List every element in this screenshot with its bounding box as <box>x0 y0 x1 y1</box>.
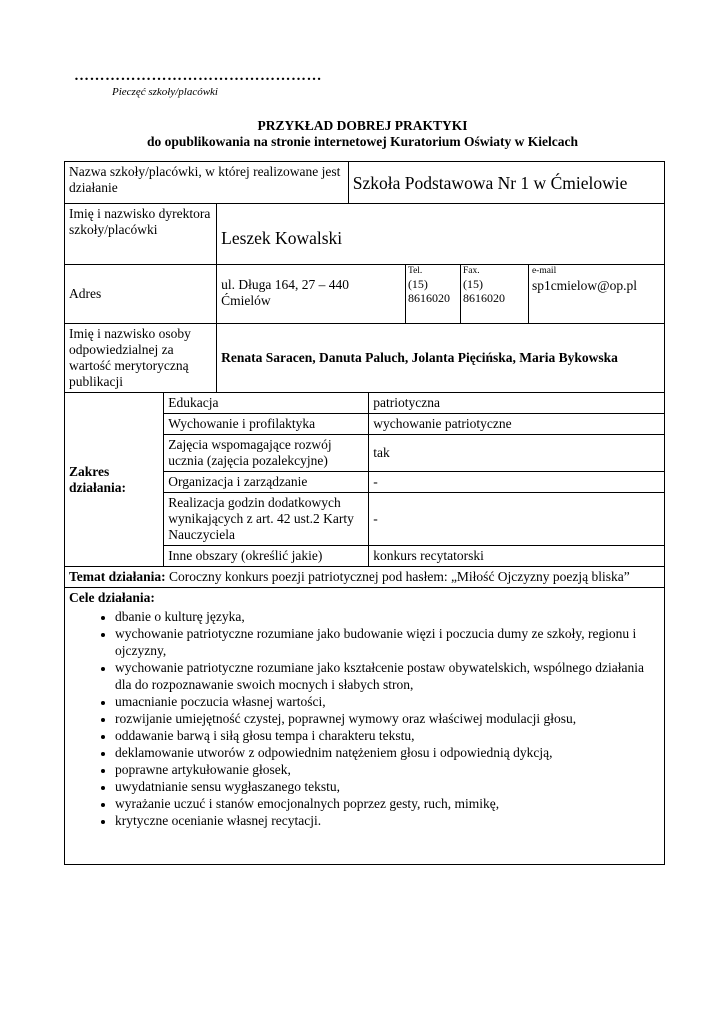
scope-area: Edukacja <box>164 393 369 414</box>
form-sheet <box>64 161 665 865</box>
scope-area: Zajęcia wspomagające rozwój ucznia (zajęcia pozalekcyjne) <box>164 435 369 472</box>
goal-item: • wyrażanie uczuć i stanów emocjonalnych poprzez gesty, ruch, mimikę, <box>115 795 660 812</box>
goal-item: • dbanie o kulturę języka, <box>115 608 660 625</box>
responsible-row <box>65 324 665 393</box>
goal-item: • uwydatnianie sensu wygłaszanego tekstu, <box>115 778 660 795</box>
email-cell <box>528 265 664 324</box>
director-value: Leszek Kowalski <box>217 204 665 265</box>
scope-area: Inne obszary (określić jakie) <box>164 546 369 567</box>
address-label: Adres <box>65 265 217 324</box>
fax-value: (15) 8616020 <box>462 277 505 305</box>
address-row <box>65 265 665 324</box>
scope-area: Organizacja i zarządzanie <box>164 472 369 493</box>
scope-area: Realizacja godzin dodatkowych wynikających z art. 42 ust.2 Karty Nauczyciela <box>164 493 369 546</box>
scope-area: Wychowanie i profilaktyka <box>164 414 369 435</box>
goals-cell <box>65 588 665 865</box>
goal-item: • poprawne artykułowanie głosek, <box>115 761 660 778</box>
tel-value: (15) 8616020 <box>407 277 450 305</box>
fax-label: Fax. <box>462 266 480 276</box>
scope-value: konkurs recytatorski <box>369 546 665 567</box>
document-title: PRZYKŁAD DOBREJ PRAKTYKI <box>257 118 468 133</box>
goals-row <box>65 588 665 865</box>
topic-value: Coroczny konkurs poezji patriotycznej pod hasłem: „Miłość Ojczyzny poezją bliska” <box>169 569 630 584</box>
goals-label: Cele działania: <box>69 590 155 605</box>
goal-item: • umacnianie poczucia własnej wartości, <box>115 693 660 710</box>
goal-item: • wychowanie patriotyczne rozumiane jako kształcenie postaw obywatelskich, wspólnego działania dla do rozpoznawanie swoich mocnych i słabych stron, <box>115 659 660 693</box>
school-row <box>65 162 665 204</box>
school-label: Nazwa szkoły/placówki, w której realizowane jest działanie <box>65 162 349 204</box>
school-value: Szkoła Podstawowa Nr 1 w Ćmielowie <box>348 162 664 204</box>
fax-cell <box>460 265 528 324</box>
topic-label: Temat działania: <box>69 569 166 584</box>
stamp-line: ………………………………………… <box>74 68 322 84</box>
topic-cell <box>65 567 665 588</box>
director-row <box>65 204 665 265</box>
tel-label: Tel. <box>407 266 423 276</box>
scope-value: tak <box>369 435 665 472</box>
scope-value: wychowanie patriotyczne <box>369 414 665 435</box>
scope-label: Zakres działania: <box>65 393 164 567</box>
email-label: e-mail <box>531 266 557 276</box>
scope-row <box>65 393 665 414</box>
goals-list <box>69 608 660 829</box>
email-value: sp1cmielow@op.pl <box>531 278 637 293</box>
document-subtitle: do opublikowania na stronie internetowej Kuratorium Oświaty w Kielcach <box>146 134 578 149</box>
topic-row <box>65 567 665 588</box>
responsible-value: Renata Saracen, Danuta Paluch, Jolanta Pięcińska, Maria Bykowska <box>217 324 665 393</box>
scope-value: - <box>369 472 665 493</box>
goal-item: • krytyczne ocenianie własnej recytacji. <box>115 812 660 829</box>
director-label: Imię i nazwisko dyrektora szkoły/placówki <box>65 204 217 265</box>
tel-cell <box>405 265 460 324</box>
goal-item: • wychowanie patriotyczne rozumiane jako budowanie więzi i poczucia dumy ze szkoły, regionu i ojczyzny, <box>115 625 660 659</box>
form-table <box>64 161 665 865</box>
stamp-caption: Pieczęć szkoły/placówki <box>112 86 218 98</box>
scope-value: patriotyczna <box>369 393 665 414</box>
goal-item: • deklamowanie utworów z odpowiednim natężeniem głosu i odpowiednią dykcją, <box>115 744 660 761</box>
address-value: ul. Długa 164, 27 – 440 Ćmielów <box>217 265 406 324</box>
goal-item: • oddawanie barwą i siłą głosu tempa i charakteru tekstu, <box>115 727 660 744</box>
responsible-label: Imię i nazwisko osoby odpowiedzialnej za wartość merytoryczną publikacji <box>65 324 217 393</box>
scope-value: - <box>369 493 665 546</box>
goal-item: • rozwijanie umiejętność czystej, poprawnej wymowy oraz właściwej modulacji głosu, <box>115 710 660 727</box>
